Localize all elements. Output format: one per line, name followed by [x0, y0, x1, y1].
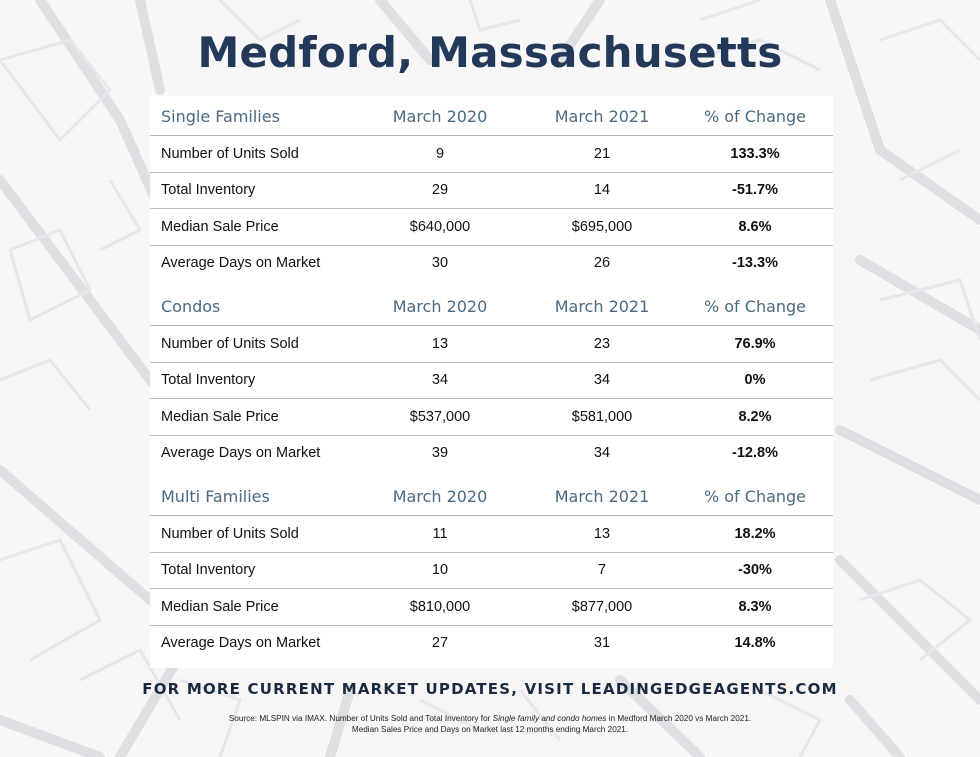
value-2021: 34	[593, 445, 611, 462]
value-change: 0%	[744, 372, 766, 389]
value-2020: $810,000	[409, 598, 471, 615]
column-header-march-2021: March 2021	[554, 297, 650, 316]
value-change: 76.9%	[734, 335, 776, 352]
row-label: Average Days on Market	[161, 635, 321, 652]
table-row	[150, 173, 833, 210]
table-row	[150, 136, 833, 173]
row-label: Number of Units Sold	[161, 525, 299, 542]
source-line-2: Median Sales Price and Days on Market last 12 months ending March 2021.	[351, 725, 629, 734]
value-change: -12.8%	[732, 445, 778, 462]
column-header-change: % of Change	[703, 297, 807, 316]
value-2020: $640,000	[409, 218, 471, 235]
table-row	[150, 553, 833, 590]
value-change: 8.2%	[738, 408, 772, 425]
column-header-march-2021: March 2021	[554, 487, 650, 506]
value-change: -30%	[738, 562, 772, 579]
value-2020: 29	[431, 182, 449, 199]
value-change: 8.3%	[738, 598, 772, 615]
section-title: Single Families	[161, 107, 280, 126]
row-label: Average Days on Market	[161, 255, 321, 272]
value-2021: $581,000	[571, 408, 633, 425]
value-change: 18.2%	[734, 525, 776, 542]
value-change: 133.3%	[730, 145, 780, 162]
table-header	[150, 98, 833, 136]
value-2020: 13	[431, 335, 449, 352]
footer-call-to-action: FOR MORE CURRENT MARKET UPDATES, VISIT LEADINGEDGEAGENTS.COM	[142, 680, 838, 698]
row-label: Total Inventory	[161, 372, 256, 389]
section-single-families	[150, 98, 833, 281]
value-change: -51.7%	[732, 182, 778, 199]
column-header-march-2020: March 2020	[392, 297, 488, 316]
value-2021: $877,000	[571, 598, 633, 615]
row-label: Average Days on Market	[161, 445, 321, 462]
row-label: Total Inventory	[161, 562, 256, 579]
table-row	[150, 326, 833, 363]
value-2021: 34	[593, 372, 611, 389]
value-2021: $695,000	[571, 218, 633, 235]
row-label: Median Sale Price	[161, 408, 279, 425]
value-2021: 23	[593, 335, 611, 352]
table-row	[150, 246, 833, 282]
value-2020: 34	[431, 372, 449, 389]
value-2020: 39	[431, 445, 449, 462]
market-stats-panel	[150, 96, 833, 668]
row-label: Number of Units Sold	[161, 335, 299, 352]
row-label: Total Inventory	[161, 182, 256, 199]
value-2021: 14	[593, 182, 611, 199]
value-2021: 13	[593, 525, 611, 542]
value-change: 14.8%	[734, 635, 776, 652]
value-2021: 21	[593, 145, 611, 162]
row-label: Median Sale Price	[161, 218, 279, 235]
table-header	[150, 288, 833, 326]
section-condos	[150, 288, 833, 471]
table-header	[150, 478, 833, 516]
table-row	[150, 436, 833, 472]
section-multi-families	[150, 478, 833, 661]
value-2020: 9	[435, 145, 445, 162]
section-title: Multi Families	[161, 487, 270, 506]
value-2020: 10	[431, 562, 449, 579]
source-prefix: Source: MLSPIN via IMAX. Number of Units Sold and Total Inventory for	[228, 714, 493, 723]
value-2020: 30	[431, 255, 449, 272]
table-row	[150, 399, 833, 436]
value-2020: 27	[431, 635, 449, 652]
value-2021: 7	[597, 562, 607, 579]
value-2020: 11	[432, 525, 448, 542]
value-2021: 26	[593, 255, 611, 272]
column-header-march-2020: March 2020	[392, 487, 488, 506]
table-row	[150, 589, 833, 626]
row-label: Number of Units Sold	[161, 145, 299, 162]
table-row	[150, 363, 833, 400]
source-suffix: in Medford March 2020 vs March 2021.	[606, 714, 752, 723]
source-italic: Single family and condo homes	[492, 714, 607, 723]
column-header-march-2021: March 2021	[554, 107, 650, 126]
page-title: Medford, Massachusetts	[197, 28, 783, 77]
value-change: 8.6%	[738, 218, 772, 235]
table-row	[150, 209, 833, 246]
table-row	[150, 516, 833, 553]
column-header-change: % of Change	[703, 107, 807, 126]
row-label: Median Sale Price	[161, 598, 279, 615]
table-row	[150, 626, 833, 662]
value-2021: 31	[593, 635, 611, 652]
section-title: Condos	[161, 297, 221, 316]
source-note	[0, 713, 980, 735]
column-header-change: % of Change	[703, 487, 807, 506]
column-header-march-2020: March 2020	[392, 107, 488, 126]
value-2020: $537,000	[409, 408, 471, 425]
value-change: -13.3%	[732, 255, 778, 272]
